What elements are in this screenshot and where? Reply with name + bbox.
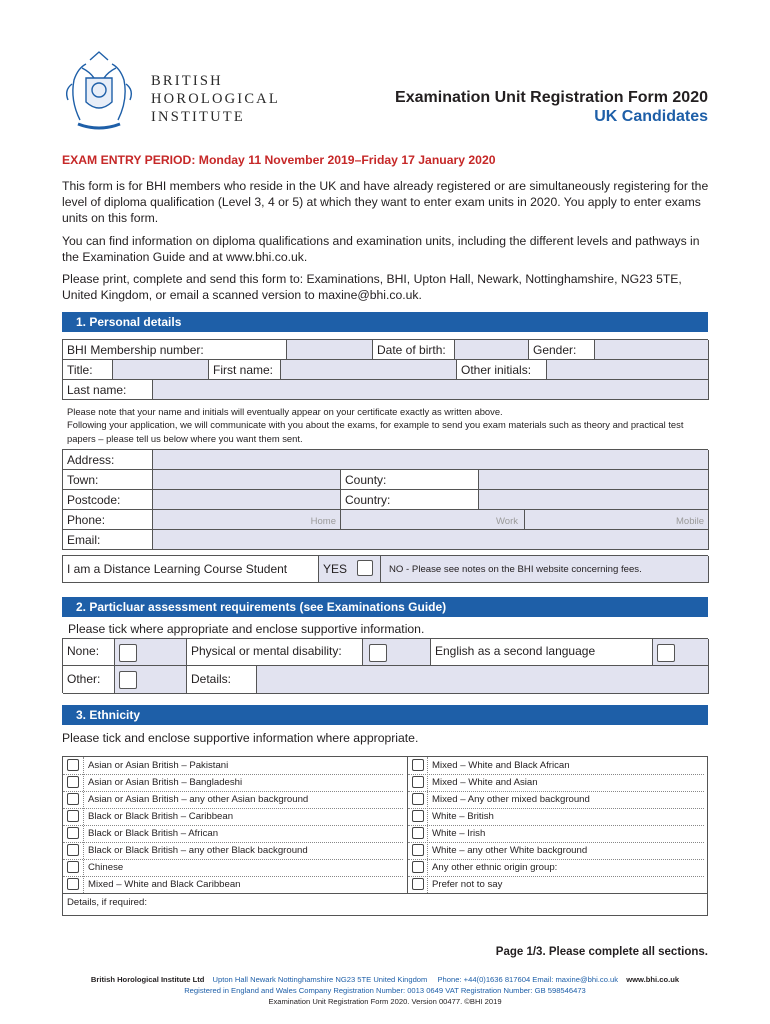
ethnicity-option-label: Asian or Asian British – Bangladeshi (88, 777, 243, 788)
intro-paragraph-3: Please print, complete and send this form to: Examinations, BHI, Upton Hall, Newark, Nottinghamshire, NG23 5TE, United Kingdom, or email a scanned version to maxine@bhi.co.uk. (62, 272, 682, 302)
form-subtitle: UK Candidates (594, 108, 708, 125)
personal-details-grid (62, 339, 708, 400)
ethnicity-option-label: White – Irish (432, 828, 486, 839)
disability-label: Physical or mental disability: (187, 639, 363, 666)
org-name-line1: BRITISH (151, 73, 223, 89)
none-cell (115, 639, 187, 666)
ethnicity-option-label: Asian or Asian British – any other Asian background (88, 794, 309, 805)
english-checkbox[interactable] (657, 644, 675, 662)
ethnicity-option (63, 825, 707, 842)
ethnicity-option-label: Mixed – Any other mixed background (432, 794, 590, 805)
ethnicity-option (63, 808, 707, 825)
first-name-label: First name: (209, 360, 281, 380)
footer-website[interactable]: www.bhi.co.uk (626, 975, 680, 984)
phone-mobile-field[interactable]: Mobile (525, 510, 709, 530)
membership-field[interactable] (287, 340, 373, 360)
other-cell (115, 666, 187, 694)
other-initials-field[interactable] (547, 360, 709, 380)
other-checkbox[interactable] (119, 671, 137, 689)
ethnicity-option-label: Prefer not to say (432, 879, 503, 890)
ethnicity-checkbox[interactable] (412, 776, 424, 788)
town-field[interactable] (153, 470, 341, 490)
other-label: Other: (63, 666, 115, 694)
ethnicity-option-label: White – any other White background (432, 845, 588, 856)
communication-note: Following your application, we will communicate with you about the exams, for example to send you exam materials such as theory and practical test papers – please tell us below where you want them sent. (67, 419, 684, 444)
ethnicity-option (63, 859, 707, 876)
english-cell (653, 639, 709, 666)
ethnicity-option-label: Mixed – White and Asian (432, 777, 538, 788)
details-field[interactable] (257, 666, 709, 694)
disability-cell (363, 639, 431, 666)
ethnicity-option (63, 842, 707, 859)
address-grid (62, 449, 708, 550)
bhi-crest-logo (60, 50, 138, 134)
ethnicity-option-label: White – British (432, 811, 494, 822)
ethnicity-checkbox[interactable] (412, 793, 424, 805)
address-field[interactable] (153, 450, 709, 470)
ethnicity-details-label: Details, if required: (67, 897, 147, 908)
details-label: Details: (187, 666, 257, 694)
no-note: NO - Please see notes on the BHI website concerning fees. (381, 556, 709, 583)
country-field[interactable] (479, 490, 709, 510)
email-label: Email: (63, 530, 153, 550)
ethnicity-checkbox[interactable] (412, 878, 424, 890)
ethnicity-option-label: Chinese (88, 862, 124, 873)
ethnicity-option-label: Mixed – White and Black African (432, 760, 570, 771)
assessment-grid (62, 638, 708, 693)
town-label: Town: (63, 470, 153, 490)
ethnicity-checkbox[interactable] (412, 827, 424, 839)
address-label: Address: (63, 450, 153, 470)
intro-paragraph-2: You can find information on diploma qualifications and examination units, including the different levels and pathways in the Examination Guide and at www.bhi.co.uk. (62, 234, 700, 264)
title-field[interactable] (113, 360, 209, 380)
postcode-field[interactable] (153, 490, 341, 510)
ethnicity-checkbox[interactable] (412, 759, 424, 771)
footer-registration: Registered in England and Wales Company Registration Number: 0013 0649 VAT Registration Number: GB 598546473 (184, 986, 586, 995)
intro-paragraph-1: This form is for BHI members who reside in the UK and have already registered or are simultaneously registering for the level of diploma qualification (Level 3, 4 or 5) at which they want to enter exam units in 2020. You apply to enter exams units on this form. (62, 179, 709, 225)
yes-checkbox[interactable] (357, 560, 373, 576)
page-indicator: Page 1/3. Please complete all sections. (495, 946, 708, 958)
ethnicity-option-label: Asian or Asian British – Pakistani (88, 760, 229, 771)
none-checkbox[interactable] (119, 644, 137, 662)
ethnicity-option-label: Mixed – White and Black Caribbean (88, 879, 241, 890)
section-assessment: 2. Particluar assessment requirements (see Examinations Guide) (62, 597, 708, 617)
assessment-instruction: Please tick where appropriate and enclose supportive information. (68, 622, 425, 636)
ethnicity-option-label: Any other ethnic origin group: (432, 862, 558, 873)
ethnicity-grid (62, 756, 708, 916)
org-name-line3: INSTITUTE (151, 109, 245, 125)
ethnicity-option (63, 791, 707, 808)
dob-label: Date of birth: (373, 340, 455, 360)
yes-label: YES (323, 562, 348, 576)
entry-period: EXAM ENTRY PERIOD: Monday 11 November 2019–Friday 17 January 2020 (62, 153, 496, 167)
distance-learning-label: I am a Distance Learning Course Student (63, 556, 319, 583)
gender-field[interactable] (595, 340, 709, 360)
ethnicity-option-label: Black or Black British – any other Black background (88, 845, 308, 856)
disability-checkbox[interactable] (369, 644, 387, 662)
name-note: Please note that your name and initials will eventually appear on your certificate exactly as written above. (67, 406, 503, 417)
other-initials-label: Other initials: (457, 360, 547, 380)
email-field[interactable] (153, 530, 709, 550)
last-name-label: Last name: (63, 380, 153, 400)
postcode-label: Postcode: (63, 490, 153, 510)
section-ethnicity: 3. Ethnicity (62, 705, 708, 725)
phone-label: Phone: (63, 510, 153, 530)
footer-address: Upton Hall Newark Nottinghamshire NG23 5TE United Kingdom (212, 975, 428, 984)
phone-work-field[interactable]: Work (341, 510, 525, 530)
footer-company: British Horological Institute Ltd (90, 975, 205, 984)
english-label: English as a second language (431, 639, 653, 666)
distance-learning-row (62, 555, 708, 583)
ethnicity-option-label: Black or Black British – Caribbean (88, 811, 234, 822)
ethnicity-option-label: Black or Black British – African (88, 828, 219, 839)
section-personal-details: 1. Personal details (62, 312, 708, 332)
first-name-field[interactable] (281, 360, 457, 380)
country-label: Country: (341, 490, 479, 510)
last-name-field[interactable] (153, 380, 709, 400)
form-title: Examination Unit Registration Form 2020 (395, 89, 708, 106)
gender-label: Gender: (529, 340, 595, 360)
footer-version: Examination Unit Registration Form 2020. Version 00477. ©BHI 2019 (268, 997, 502, 1006)
ethnicity-checkbox[interactable] (412, 810, 424, 822)
ethnicity-option (63, 757, 707, 774)
yes-cell (319, 556, 381, 583)
footer-line-1 (62, 974, 708, 985)
ethnicity-checkbox[interactable] (412, 861, 424, 873)
ethnicity-option (63, 876, 707, 893)
county-label: County: (341, 470, 479, 490)
org-name-line2: HOROLOGICAL (151, 91, 280, 107)
ethnicity-instruction: Please tick and enclose supportive information where appropriate. (62, 731, 419, 745)
title-label: Title: (63, 360, 113, 380)
ethnicity-option (63, 774, 707, 791)
footer-contact: Phone: +44(0)1636 817604 Email: maxine@bhi.co.uk (437, 975, 619, 984)
none-label: None: (63, 639, 115, 666)
membership-label: BHI Membership number: (63, 340, 287, 360)
ethnicity-checkbox[interactable] (412, 844, 424, 856)
dob-field[interactable] (455, 340, 529, 360)
phone-home-field[interactable]: Home (153, 510, 341, 530)
county-field[interactable] (479, 470, 709, 490)
